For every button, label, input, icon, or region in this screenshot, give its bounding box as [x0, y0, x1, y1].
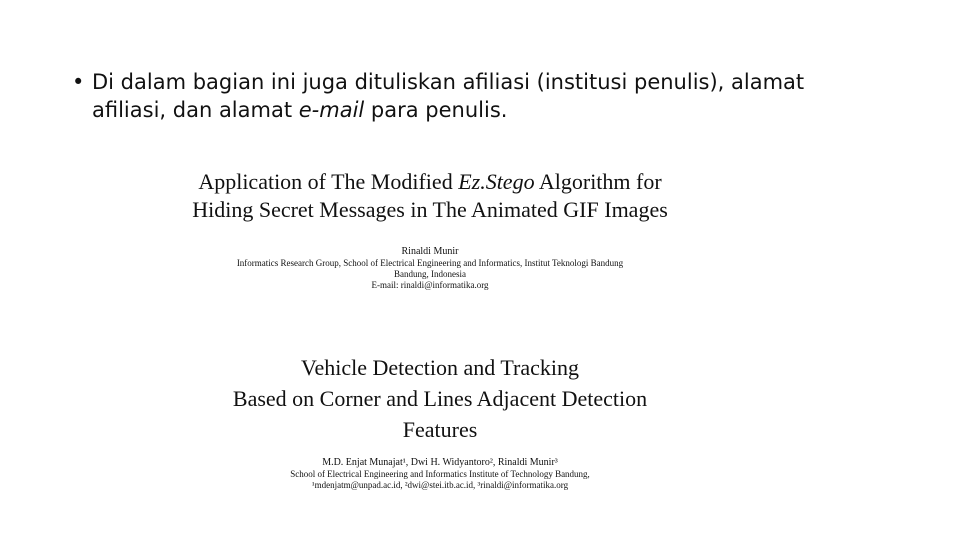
bullet-line-2	[72, 96, 892, 124]
paper-header-2	[190, 352, 690, 491]
paper1-title-line2: Hiding Secret Messages in The Animated GIF Images	[192, 197, 668, 222]
paper2-emails: ¹mdenjatm@unpad.ac.id, ²dwi@stei.itb.ac.id, ³rinaldi@informatika.org	[311, 480, 569, 490]
paper-header-1	[150, 168, 710, 291]
paper2-title-line1: Vehicle Detection and Tracking	[301, 355, 579, 380]
bullet-text-2a: afiliasi, dan alamat	[92, 98, 299, 122]
bullet-point	[72, 68, 892, 124]
paper1-location: Bandung, Indonesia	[394, 269, 466, 279]
paper2-authors: M.D. Enjat Munajat¹, Dwi H. Widyantoro², Rinaldi Munir³	[322, 457, 558, 468]
paper1-title: Application of The Modified Ez.Stego Algorithm for	[198, 169, 662, 194]
paper2-title-line3: Features	[402, 417, 478, 442]
bullet-line-1	[72, 68, 892, 96]
paper1-affiliation: Informatics Research Group, School of Electrical Engineering and Informatics, Institut Teknologi Bandung	[236, 258, 624, 268]
bullet-text-2b: para penulis.	[364, 98, 508, 122]
paper2-affiliation: School of Electrical Engineering and Informatics Institute of Technology Bandung,	[290, 469, 590, 479]
bullet-dot-icon: •	[72, 70, 85, 94]
bullet-text-italic: e-mail	[298, 98, 365, 122]
bullet-text-2	[92, 96, 892, 124]
paper1-email: E-mail: rinaldi@informatika.org	[371, 280, 489, 290]
paper2-title-line2: Based on Corner and Lines Adjacent Detection	[232, 386, 648, 411]
paper1-author: Rinaldi Munir	[401, 246, 459, 257]
bullet-text-1: Di dalam bagian ini juga dituliskan afiliasi (institusi penulis), alamat	[92, 70, 805, 94]
